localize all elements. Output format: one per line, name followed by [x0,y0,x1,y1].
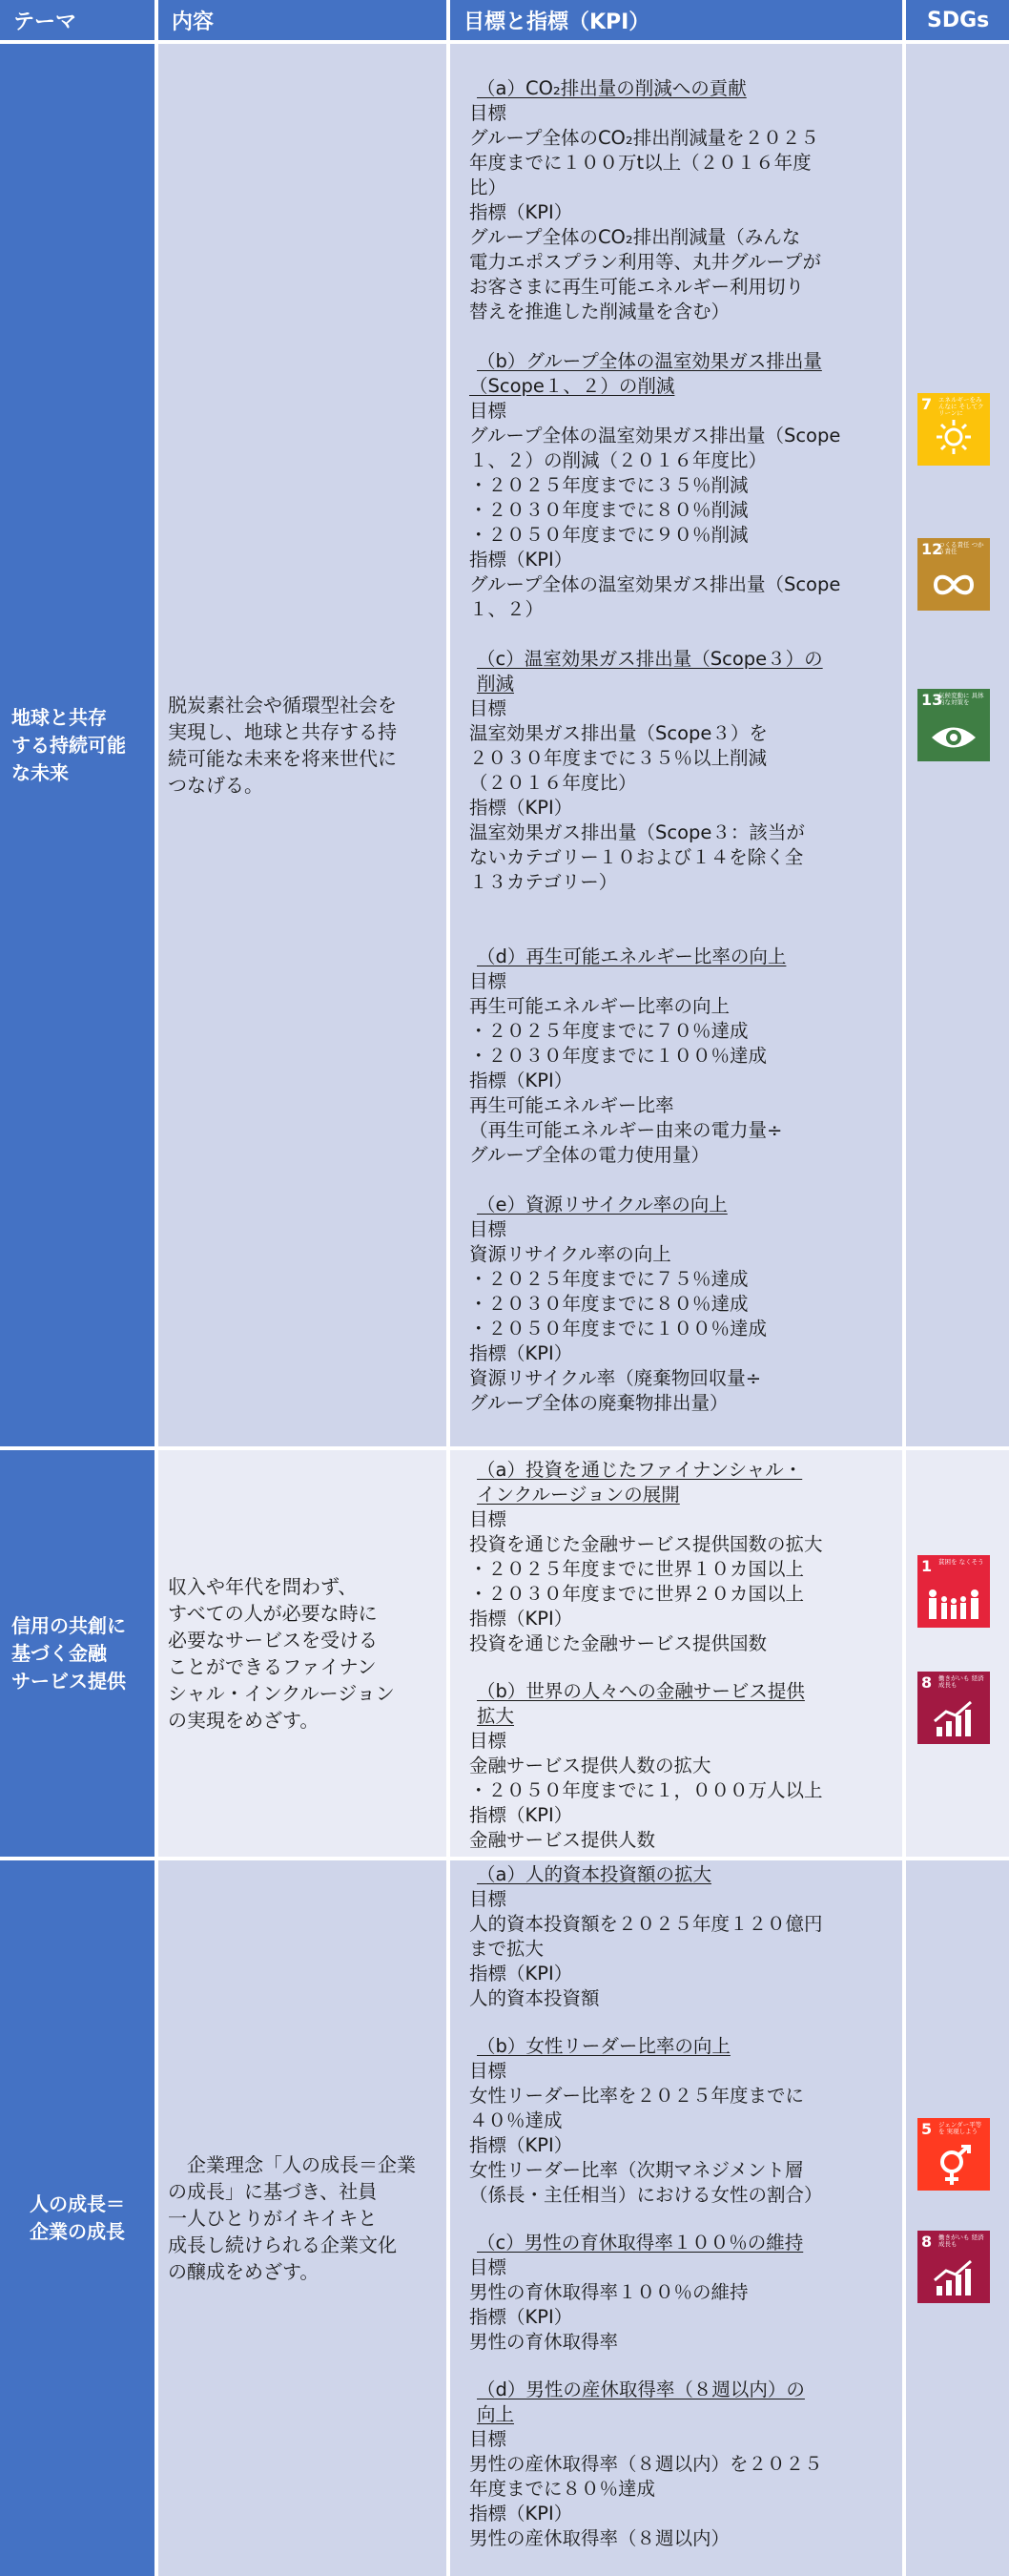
theme-line: 人の成長＝ [30,2192,125,2215]
theme-line: する持続可能 [11,733,126,757]
kpi-line: １、２）の削減（２０１６年度比） [469,449,768,471]
theme-line: 信用の共創に [11,1613,126,1637]
kpi-block [469,1458,893,1656]
content-line: の実現をめざす。 [168,1709,319,1732]
kpi-line: １３カテゴリー） [469,871,618,893]
kpi-line: 目標 [469,1888,507,1910]
kpi-title: （b）グループ全体の温室効果ガス排出量 [477,350,822,372]
sun-icon [935,418,973,456]
kpi-title: （a）CO₂排出量の削減への貢献 [477,77,747,99]
kpi-line: ・２０５０年度までに１００％達成 [469,1318,768,1340]
kpi-title: 向上 [477,2403,515,2425]
kpi-line: 指標（KPI） [469,2134,573,2156]
content-line: つなげる。 [168,774,263,797]
kpi-block [469,76,893,324]
content-line: 実現し、地球と共存する持 [168,720,397,743]
content-cell [158,1860,446,2576]
kpi-line: 資源リサイクル率の向上 [469,1243,671,1265]
theme-line: な未来 [11,760,69,784]
growth-chart-icon [933,2259,975,2297]
kpi-line: 目標 [469,2428,507,2450]
kpi-line: 指標（KPI） [469,797,573,819]
kpi-line: 温室効果ガス排出量（Scope３）を [469,722,768,744]
kpi-line: 温室効果ガス排出量（Scope３：該当が [469,821,805,843]
kpi-line: ・２０２５年度までに７０％達成 [469,1020,749,1042]
theme-cell [0,1450,154,1857]
theme-line: 基づく金融 [11,1641,107,1665]
kpi-line: まで拡大 [469,1938,545,1960]
content-line: 必要なサービスを受ける [168,1629,378,1652]
kpi-title: （d）再生可能エネルギー比率の向上 [477,945,787,967]
kpi-line: 金融サービス提供人数 [469,1829,656,1851]
kpi-line: 再生可能エネルギー比率 [469,1094,674,1116]
theme-cell [0,44,154,1446]
kpi-title: 削減 [477,673,515,695]
kpi-line: 指標（KPI） [469,1070,573,1091]
family-icon [925,1588,982,1622]
kpi-line: 金融サービス提供人数の拡大 [469,1755,711,1776]
content-line: の醸成をめざす。 [168,2260,319,2283]
kpi-title: （e）資源リサイクル率の向上 [477,1194,728,1215]
kpi-line: 男性の産休取得率（８週以内） [469,2527,731,2549]
sdgs-cell [906,1450,1009,1857]
kpi-cell [450,44,902,1446]
content-cell [158,44,446,1446]
kpi-block [469,945,893,1168]
content-line: シャル・インクルージョン [168,1682,395,1705]
kpi-line: ・２０３０年度までに１００％達成 [469,1045,768,1067]
kpi-line: グループ全体の電力使用量） [469,1144,710,1166]
kpi-line: グループ全体の温室効果ガス排出量（Scope [469,425,841,447]
kpi-line: 指標（KPI） [469,2503,573,2524]
kpi-block [469,2034,893,2208]
kpi-line: グループ全体のCO₂排出削減量を２０２５ [469,127,819,149]
kpi-line: 指標（KPI） [469,201,573,223]
gender-icon [935,2145,973,2187]
content-line: 続可能な未来を将来世代に [168,747,397,770]
sdg-12-badge: 12 つくる責任 つかう責任 [917,538,990,611]
kpi-title: （c）温室効果ガス排出量（Scope３）の [477,648,823,670]
kpi-block [469,2378,893,2551]
kpi-block [469,1679,893,1853]
kpi-title: 拡大 [477,1705,515,1727]
kpi-line: ・２０３０年度までに８０％達成 [469,1293,749,1315]
kpi-line: ・２０３０年度までに８０％削減 [469,499,749,521]
kpi-line: 年度までに８０％達成 [469,2478,656,2500]
kpi-title: （d）男性の産休取得率（８週以内）の [477,2379,805,2400]
kpi-block [469,647,893,895]
kpi-block [469,1862,893,2011]
kpi-line: 人的資本投資額を２０２５年度１２０億円 [469,1913,823,1935]
kpi-title: （c）男性の育休取得率１００％の維持 [477,2232,804,2254]
content-line: の成長」に基づき、社員 [168,2180,378,2203]
kpi-title: インクルージョンの展開 [477,1484,680,1506]
header-sdgs: SDGs [906,0,1009,40]
sdg-5-badge: 5 ジェンダー平等を 実現しよう [917,2118,990,2191]
kpi-line: ・２０５０年度までに１，０００万人以上 [469,1779,823,1801]
kpi-title: （Scope１、２）の削減 [469,375,675,397]
content-line: 企業理念「人の成長＝企業 [168,2153,416,2176]
kpi-line: ・２０２５年度までに世界１０カ国以上 [469,1558,805,1580]
content-line: ことができるファイナン [168,1655,377,1678]
content-cell [158,1450,446,1857]
kpi-line: 女性リーダー比率を２０２５年度までに [469,2085,805,2107]
kpi-line: 目標 [469,697,507,719]
kpi-line: 女性リーダー比率（次期マネジメント層 [469,2159,804,2181]
kpi-line: １、２） [469,598,545,620]
kpi-line: グループ全体のCO₂排出削減量（みんな [469,226,801,248]
kpi-line: 目標 [469,970,507,992]
theme-cell [0,1860,154,2576]
kpi-line: 資源リサイクル率（廃棄物回収量÷ [469,1367,762,1389]
kpi-line: 男性の育休取得率 [469,2331,619,2353]
kpi-line: 目標 [469,1508,507,1530]
header-kpi: 目標と指標（KPI） [450,0,902,40]
kpi-line: 替えを推進した削減量を含む） [469,301,731,322]
kpi-block [469,349,893,622]
kpi-line: 目標 [469,102,507,124]
eye-icon [930,723,978,752]
kpi-line: ２０３０年度までに３５％以上削減 [469,747,768,769]
sdg-7-badge: 7 エネルギーをみんなに そしてクリーンに [917,393,990,466]
kpi-title: （b）世界の人々への金融サービス提供 [477,1680,805,1702]
kpi-line: 投資を通じた金融サービス提供国数 [469,1632,768,1654]
kpi-line: ・２０３０年度までに世界２０カ国以上 [469,1583,805,1605]
kpi-line: 投資を通じた金融サービス提供国数の拡大 [469,1533,823,1555]
kpi-line: 指標（KPI） [469,1804,573,1826]
theme-line: 企業の成長 [30,2220,125,2243]
content-line: 収入や年代を問わず、 [168,1575,358,1598]
kpi-line: 男性の産休取得率（８週以内）を２０２５ [469,2453,823,2475]
kpi-block [469,1193,893,1416]
kpi-line: 目標 [469,2256,507,2278]
kpi-line: ないカテゴリー１０および１４を除く全 [469,846,804,868]
kpi-line: ・２０２５年度までに３５％削減 [469,474,749,496]
infinity-icon [933,571,975,599]
kpi-title: （b）女性リーダー比率の向上 [477,2035,731,2057]
kpi-line: グループ全体の温室効果ガス排出量（Scope [469,573,841,595]
growth-chart-icon [933,1700,975,1738]
kpi-line: 電力エポスプラン利用等、丸井グループが [469,251,821,273]
kpi-line: 目標 [469,400,507,422]
kpi-line: 目標 [469,1218,507,1240]
kpi-title: （a）人的資本投資額の拡大 [477,1863,711,1885]
kpi-line: ・２０２５年度までに７５％達成 [469,1268,749,1290]
kpi-line: 人的資本投資額 [469,1987,600,2009]
kpi-line: （係長・主任相当）における女性の割合） [469,2184,823,2206]
kpi-line: （２０１６年度比） [469,772,637,794]
sdg-8-badge: 8 働きがいも 経済成長も [917,1672,990,1744]
kpi-cell [450,1860,902,2576]
kpi-line: ・２０５０年度までに９０％削減 [469,524,749,546]
content-line: 一人ひとりがイキイキと [168,2207,378,2230]
kpi-line: ４０％達成 [469,2109,563,2131]
kpi-line: 再生可能エネルギー比率の向上 [469,995,731,1017]
kpi-line: 指標（KPI） [469,1342,573,1364]
content-line: 成長し続けられる企業文化 [168,2233,397,2256]
header-content: 内容 [158,0,446,40]
kpi-line: 男性の育休取得率１００％の維持 [469,2281,749,2303]
kpi-line: グループ全体の廃棄物排出量） [469,1392,729,1414]
kpi-line: 指標（KPI） [469,1963,573,1984]
sdg-13-badge: 13 気候変動に 具体的な対策を [917,689,990,761]
kpi-line: お客さまに再生可能エネルギー利用切り [469,276,805,298]
kpi-title: （a）投資を通じたファイナンシャル・ [477,1459,803,1481]
kpi-line: 指標（KPI） [469,549,573,571]
kpi-line: 目標 [469,1730,507,1752]
sdg-8-badge: 8 働きがいも 経済成長も [917,2231,990,2303]
kpi-block [469,2231,893,2355]
theme-line: 地球と共存 [11,705,107,729]
kpi-line: 年度までに１００万t以上（２０１６年度 [469,152,812,174]
kpi-line: 目標 [469,2060,507,2082]
content-line: 脱炭素社会や循環型社会を [168,694,397,717]
kpi-cell [450,1450,902,1857]
header-theme: テーマ [0,0,154,40]
kpi-line: 比） [469,177,507,198]
kpi-line: 指標（KPI） [469,2306,573,2328]
sdgs-cell [906,1860,1009,2576]
theme-line: サービス提供 [11,1669,126,1693]
content-line: すべての人が必要な時に [168,1602,378,1625]
kpi-line: （再生可能エネルギー由来の電力量÷ [469,1119,783,1141]
sdg-1-badge: 1 貧困を なくそう [917,1555,990,1628]
kpi-line: 指標（KPI） [469,1608,573,1630]
